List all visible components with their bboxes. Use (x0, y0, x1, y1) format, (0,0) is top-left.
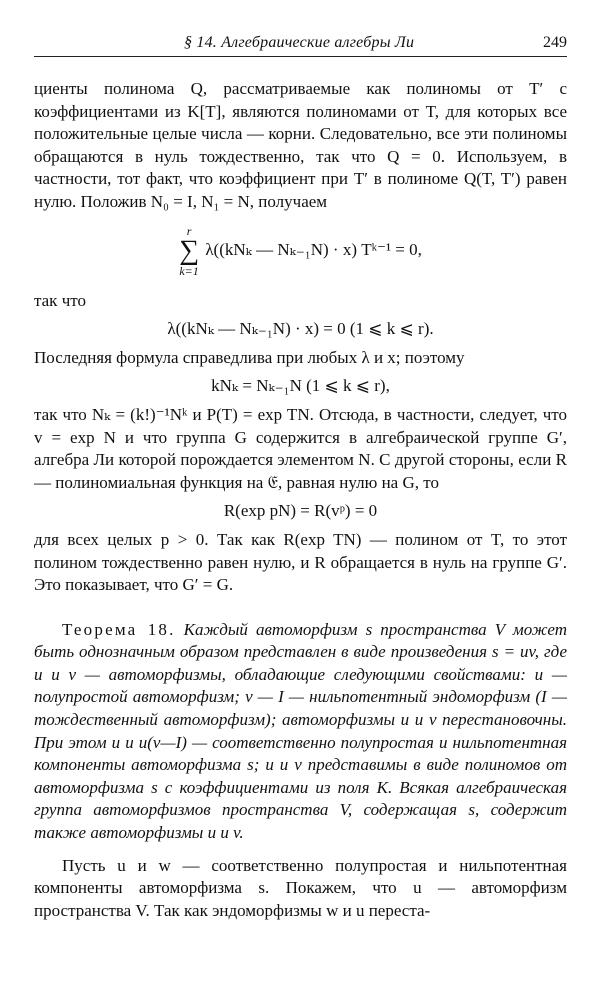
header-rule (34, 56, 567, 57)
formula-2: λ((kNₖ — Nₖ₋₁N) · x) = 0 (1 ⩽ k ⩽ r). (167, 319, 434, 339)
theorem-name: Теорема 18. (62, 619, 176, 639)
theorem-body: Каждый автоморфизм s пространства V может быть однозначным образом представлен в виде произведения s = uv, где u и v — автоморфизмы, обладающие следующими свойствами: u — полупростой автоморфизм; v — I — нильпотентный эндоморфизм (I — тождественный автоморфизм); автоморфизмы u и v перестановочны. При этом u и u(v—I) — соответственно полупростая и нильпотентная компоненты автоморфизма s; u и v представимы в виде полиномов от автоморфизма s с коэффициентами из поля K. Всякая алгебраическая группа автоморфизмов пространства V, содержащая s, содержит также автоморфизмы u и v. (34, 619, 567, 843)
sum-lower-limit: k=1 (179, 263, 199, 278)
paragraph-proof: Пусть u и w — соответственно полупростая и нильпотентная компоненты автоморфизма s. Покажем, что u — автоморфизм пространства V. Так как эндоморфизмы w и u переста- (34, 855, 567, 920)
theorem-18 (34, 619, 567, 845)
page-header (34, 32, 567, 56)
paragraph-2: так что (34, 290, 86, 310)
paragraph-1: циенты полинома Q, рассматриваемые как полиномы от T′ с коэффициентами из K[T], являются полиномами от T, для которых все положительные целые числа — корни. Следовательно, все эти полиномы обращаются в нуль тождественно, так что Q = 0. Используем, в частности, тот факт, что коэффициент при T′ в полиноме Q(T, T′) равен нулю. Положив N₀ = I, N₁ = N, получаем (34, 79, 567, 211)
formula-3: kNₖ = Nₖ₋₁N (1 ⩽ k ⩽ r), (211, 376, 390, 396)
sum-upper-limit: r (186, 223, 192, 238)
running-head: § 14. Алгебраические алгебры Ли (184, 34, 415, 51)
formula-sum (34, 224, 567, 278)
page-body (34, 78, 567, 922)
sum-operator (179, 224, 199, 278)
paragraph-3: Последняя формула справедлива при любых λ и x; поэтому (34, 347, 465, 367)
formula-1: λ((kNₖ — Nₖ₋₁N) · x) Tᵏ⁻¹ = 0, (205, 239, 422, 259)
paragraph-4: так что Nₖ = (k!)⁻¹Nᵏ и P(T) = exp TN. Отсюда, в частности, следует, что v = exp N и что группа G содержится в алгебраической группе G′, алгебра Ли которой порождается элементом N. С другой стороны, если R — полиномиальная функция на 𝔈, равная нулю на G, то (34, 404, 567, 492)
formula-4: R(exp pN) = R(vᵖ) = 0 (223, 501, 378, 521)
sum-sign: ∑ (179, 234, 200, 266)
paragraph-5: для всех целых p > 0. Так как R(exp TN) — полином от T, то этот полином тождественно равен нулю, и R обращается в нуль на группе G′. Это показывает, что G′ = G. (34, 529, 567, 595)
page-number: 249 (543, 34, 567, 51)
